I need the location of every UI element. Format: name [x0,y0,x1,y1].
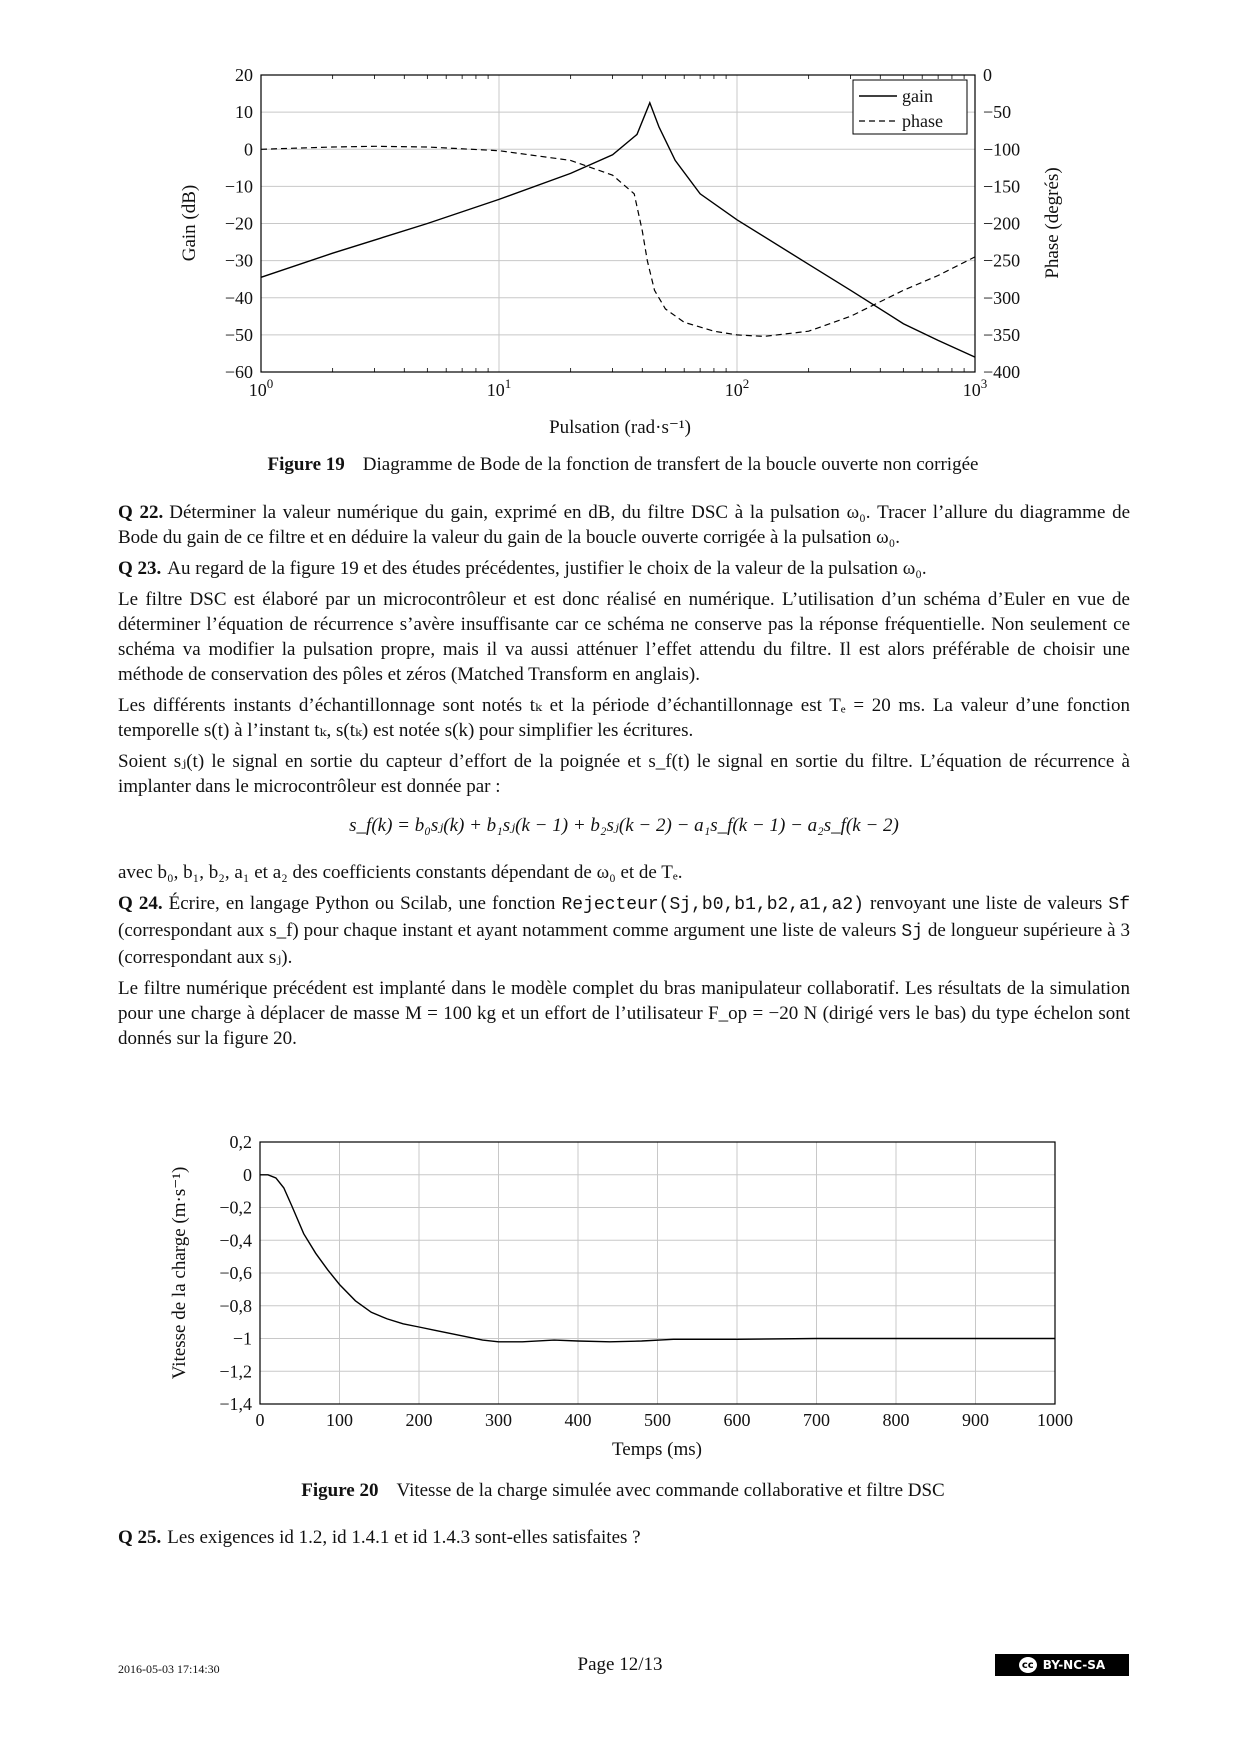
bode-ytick-left: 0 [244,139,253,160]
question-23-label: Q 23. [118,558,162,579]
question-25-block [118,1525,1130,1556]
question-22-label: Q 22. [118,502,164,523]
velocity-xtick-label: 900 [962,1410,989,1430]
body-text [118,500,1130,1057]
code-sj: Sj [901,922,923,942]
license-badge[interactable] [995,1654,1129,1676]
velocity-ytick-label: −0,2 [219,1197,252,1218]
bode-xtick-label: $10^1$ [486,376,512,400]
paragraph-coefficients: avec b₀, b₁, b₂, a₁ et a₂ des coefficients constants dépendant de ω₀ et de Tₑ. [118,862,683,883]
bode-ylabel-right: Phase (degrés) [1042,167,1063,279]
bode-ytick-right: −100 [983,139,1021,160]
bode-ytick-left: −10 [224,176,253,197]
velocity-ytick-label: −0,6 [219,1263,252,1283]
question-24-text-2: renvoyant une liste de valeurs [870,893,1103,914]
velocity-grid [260,1142,1055,1404]
question-24 [118,891,1130,970]
velocity-xtick-label: 500 [644,1410,671,1430]
question-25 [118,1525,1130,1550]
velocity-xtick-label: 700 [803,1410,830,1430]
question-24-label: Q 24. [118,893,163,914]
bode-ytick-left: −30 [224,250,253,271]
bode-ytick-right: 0 [983,65,992,85]
velocity-ytick-label: −1 [232,1328,252,1349]
license-label: BY-NC-SA [1042,1658,1106,1672]
question-23-text: Au regard de la figure 19 et des études précédentes, justifier le choix de la valeur de la pulsation ω₀. [167,558,927,579]
bode-ytick-left: 20 [235,65,253,85]
bode-ytick-left: −40 [224,287,253,308]
bode-ytick-left: −50 [224,324,253,345]
bode-ytick-right: −350 [983,324,1021,345]
velocity-ticks [219,1132,1073,1430]
paragraph-sampling: Les différents instants d’échantillonnage sont notés tₖ et la période d’échantillonnage est Tₑ = 20 ms. La valeur d’une fonction temporelle s(t) à l’instant tₖ, s(tₖ) est notée s(k) pour simplifier les écritures. [118,695,1130,741]
gain-curve [261,103,975,357]
paragraph-dsc: Le filtre DSC est élaboré par un microcontrôleur et est donc réalisé en numérique. L’utilisation d’un schéma d’Euler en vue de déterminer l’équation de récurrence s’avère insuffisante car ce schéma ne conserve pas la réponse fréquentielle. Non seulement ce schéma va modifier la pulsation propre, mais il va aussi atténuer l’effet attendu du filtre. Il est alors préférable de choisir une méthode de conservation des pôles et zéros (Matched Transform en anglais). [118,589,1130,685]
legend-gain-label: gain [902,86,933,106]
bode-chart [150,60,1080,440]
velocity-xtick-label: 400 [564,1410,592,1430]
question-25-label: Q 25. [118,1527,162,1548]
question-24-text-3: (correspondant aux s_f) pour chaque instant et ayant notamment comme argument une liste de valeurs [118,920,897,941]
figure-19-label: Figure 19 [267,454,345,475]
footer-date: 2016-05-03 17:14:30 [118,1662,220,1676]
recurrence-equation: s_f(k) = b₀sⱼ(k) + b₁sⱼ(k − 1) + b₂sⱼ(k − 2) − a₁s_f(k − 1) − a₂s_f(k − 2) [349,815,899,836]
velocity-ytick-label: 0,2 [229,1132,252,1152]
paragraph-signals: Soient sⱼ(t) le signal en sortie du capteur d’effort de la poignée et s_f(t) le signal en sortie du filtre. L’équation de récurrence à implanter dans le microcontrôleur est donnée par : [118,751,1130,797]
bode-ytick-right: −200 [983,213,1021,234]
legend-phase-label: phase [902,111,943,131]
velocity-ytick-label: −1,2 [219,1361,252,1382]
velocity-chart [150,1128,1090,1468]
velocity-ylabel: Vitesse de la charge (m·s⁻¹) [169,1166,190,1380]
velocity-xtick-label: 300 [485,1410,512,1430]
bode-legend [853,80,967,134]
bode-xtick-label: $10^2$ [724,376,750,400]
velocity-ytick-label: 0 [243,1164,252,1185]
bode-ytick-right: −150 [983,176,1021,197]
figure-19-caption [118,454,1128,476]
bode-ytick-left: −20 [224,213,253,234]
velocity-xtick-label: 600 [723,1410,751,1430]
bode-ytick-right: −50 [983,102,1012,123]
bode-ytick-right: −300 [983,287,1021,308]
velocity-xtick-label: 100 [326,1410,353,1430]
question-25-text: Les exigences id 1.2, id 1.4.1 et id 1.4.3 sont-elles satisfaites ? [167,1527,641,1548]
cc-icon: cc [1019,1657,1037,1673]
velocity-xtick-label: 800 [882,1410,910,1430]
figure-20-text: Vitesse de la charge simulée avec commande collaborative et filtre DSC [396,1480,945,1501]
question-22 [118,500,1130,550]
bode-xlabel: Pulsation (rad·s⁻¹) [549,417,691,438]
question-24-text-4: de longueur supérieure à 3 (correspondant aux sⱼ). [118,920,1131,968]
code-function-name: Rejecteur(Sj,b0,b1,b2,a1,a2) [561,895,864,915]
question-24-text-1: Écrire, en langage Python ou Scilab, une fonction [168,893,556,914]
figure-20-label: Figure 20 [301,1480,379,1501]
velocity-xtick-label: 0 [255,1410,265,1430]
bode-xtick-label: $10^3$ [962,376,988,400]
bode-ylabel-left: Gain (dB) [179,184,200,262]
velocity-ytick-label: −1,4 [219,1394,252,1414]
bode-ytick-right: −400 [983,362,1021,382]
bode-xtick-label: $10^0$ [248,376,274,400]
velocity-xtick-label: 200 [405,1410,433,1430]
page-number: Page 12/13 [577,1654,663,1675]
paragraph-simulation: Le filtre numérique précédent est implanté dans le modèle complet du bras manipulateur collaboratif. Les résultats de la simulation pour une charge à déplacer de masse M = 100 kg et un effort de l’utilisateur F_op = −20 N (dirigé vers le bas) du type échelon sont donnés sur la figure 20. [118,978,1130,1049]
velocity-ytick-label: −0,4 [219,1230,252,1251]
velocity-ytick-label: −0,8 [219,1295,252,1316]
bode-ytick-left: 10 [235,102,253,123]
bode-ytick-right: −250 [983,250,1021,271]
figure-19-text: Diagramme de Bode de la fonction de transfert de la boucle ouverte non corrigée [362,454,979,475]
velocity-xlabel: Temps (ms) [612,1439,702,1460]
bode-ytick-left: −60 [224,362,253,382]
velocity-xtick-label: 1000 [1037,1410,1073,1430]
figure-20-caption [118,1480,1128,1502]
question-22-text: Déterminer la valeur numérique du gain, exprimé en dB, du filtre DSC à la pulsation ω₀. Tracer l’allure du diagramme de Bode du gain de ce filtre et en déduire la valeur du gain de la boucle ouverte corrigée à la pulsation ω₀. [118,502,1131,548]
code-sf: Sf [1108,895,1131,915]
question-23 [118,556,1130,581]
